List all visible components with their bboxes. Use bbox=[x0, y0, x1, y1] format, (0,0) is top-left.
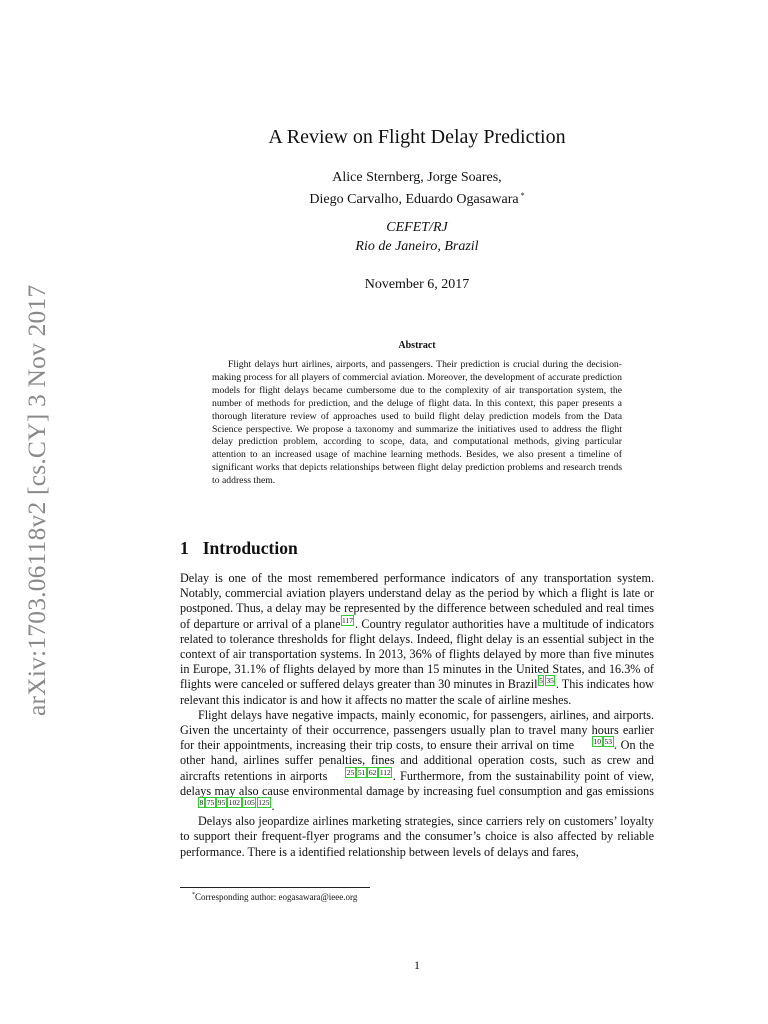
paragraph-text: . On the other hand, airlines suffer penalties, fines and additional operation costs, such as crew and aircrafts retentions in airports bbox=[180, 738, 655, 783]
authors-line-2 bbox=[0, 187, 768, 209]
citation-link[interactable]: 112 bbox=[379, 767, 391, 777]
citation-link[interactable]: 5 bbox=[539, 676, 543, 686]
citation-link[interactable]: 75 bbox=[206, 798, 215, 808]
authors-line-2-text: Diego Carvalho, Eduardo Ogasawara bbox=[309, 192, 519, 207]
affiliation-org: CEFET/RJ bbox=[386, 220, 448, 235]
paper-title: A Review on Flight Delay Prediction bbox=[268, 126, 566, 148]
citation-link[interactable]: 95 bbox=[217, 798, 226, 808]
page-number: 1 bbox=[414, 958, 420, 972]
citation-link[interactable]: 10 bbox=[593, 737, 602, 747]
citation-link[interactable]: 117 bbox=[342, 615, 353, 625]
corresponding-author-mark: * bbox=[520, 191, 525, 200]
citation-link[interactable]: 62 bbox=[368, 767, 377, 777]
paragraph-text: . bbox=[271, 799, 275, 814]
citation-link[interactable]: 125 bbox=[258, 798, 270, 808]
section-number: 1 bbox=[180, 538, 189, 558]
citation-link[interactable]: 102 bbox=[228, 798, 240, 808]
introduction-body bbox=[180, 571, 654, 860]
paragraph-text: . Country regulator authorities have a multitude of indicators related to tolerance thresholds for flight delays. Indeed, flight delay is an essential subject in the context of air transportation systems. In 2013, 36% of flights delayed by more than five minutes in Europe, 31.1% of flights delayed by more than 15 minutes in the United States, and 16.3% of flights were canceled or suffered delays greater than 30 minutes in Brazil bbox=[180, 616, 654, 692]
affiliation-place: Rio de Janeiro, Brazil bbox=[355, 239, 479, 254]
citation-link[interactable]: 105 bbox=[243, 798, 255, 808]
citation-group[interactable] bbox=[180, 799, 272, 807]
paragraph-text: Flight delays have negative impacts, mainly economic, for passengers, airlines, and airports. Given the uncertainty of their occurrence, passengers usually plan to travel many hours earlier for their appointments, increasing their trip costs, to ensure their arrival on time bbox=[180, 707, 654, 753]
authors-line-1: Alice Sternberg, Jorge Soares, bbox=[332, 170, 502, 185]
intro-paragraph-3 bbox=[180, 814, 654, 860]
citation-group[interactable] bbox=[341, 617, 355, 625]
paper-date: November 6, 2017 bbox=[364, 277, 470, 292]
section-title: Introduction bbox=[202, 538, 298, 558]
paragraph-text: Delays also jeopardize airlines marketing strategies, since carriers rely on customers’ loyalty to support their frequent-flyer programs and the consumer’s choice is also affected by reliable performance. There is a identified relationship between levels of delays and fares, bbox=[180, 814, 654, 859]
paragraph-text: . This indicates how relevant this indicator is and how it affects no matter the scale of airline meshes. bbox=[180, 677, 654, 707]
citation-link[interactable]: 53 bbox=[604, 737, 613, 747]
paragraph-text: . Furthermore, from the sustainability point of view, delays may also cause environmental damage by increasing fuel consumption and gas emissions bbox=[180, 768, 654, 798]
footnote-mark: * bbox=[192, 892, 195, 898]
citation-link[interactable]: 35 bbox=[546, 676, 554, 686]
section-heading-introduction bbox=[180, 538, 298, 559]
abstract-heading: Abstract bbox=[398, 340, 436, 351]
footnote-text: Corresponding author: eogasawara@ieee.org bbox=[195, 892, 358, 902]
citation-group[interactable] bbox=[538, 677, 556, 685]
citation-group[interactable] bbox=[327, 769, 392, 777]
citation-link[interactable]: 8 bbox=[199, 798, 204, 808]
abstract-paragraph: Flight delays hurt airlines, airports, and passengers. Their prediction is crucial during the decision-making process for all players of commercial aviation. Moreover, the development of accurate prediction models for flight delays became cumbersome due to the complexity of air transportation system, the number of methods for prediction, and the deluge of flight data. In this context, this paper presents a thorough literature review of approaches used to build flight delay prediction models from the Data Science perspective. We propose a taxonomy and summarize the initiatives used to address the flight delay prediction problem, according to scope, data, and computational methods, giving particular attention to an increased usage of machine learning methods. Besides, we also present a timeline of significant works that depicts relationships between flight delay prediction problems and research trends to address them. bbox=[212, 359, 622, 487]
footnote bbox=[192, 892, 357, 902]
arxiv-identifier-stamp: arXiv:1703.06118v2 [cs.CY] 3 Nov 2017 bbox=[22, 284, 51, 716]
intro-paragraph-2 bbox=[180, 708, 654, 814]
abstract-body bbox=[212, 359, 622, 488]
citation-group[interactable] bbox=[574, 738, 614, 746]
paragraph-text: Delay is one of the most remembered performance indicators of any transportation system. Notably, commercial aviation players understand delay as the period by which a flight is late or postponed. Thus, a delay may be represented by the difference between scheduled and real times of departure or arrival of a plane bbox=[180, 571, 654, 631]
footnote-rule bbox=[180, 887, 370, 888]
citation-link[interactable]: 25 bbox=[346, 767, 355, 777]
affiliation-block bbox=[0, 218, 768, 256]
intro-paragraph-1 bbox=[180, 571, 654, 708]
authors-block bbox=[0, 169, 768, 209]
citation-link[interactable]: 51 bbox=[357, 767, 366, 777]
